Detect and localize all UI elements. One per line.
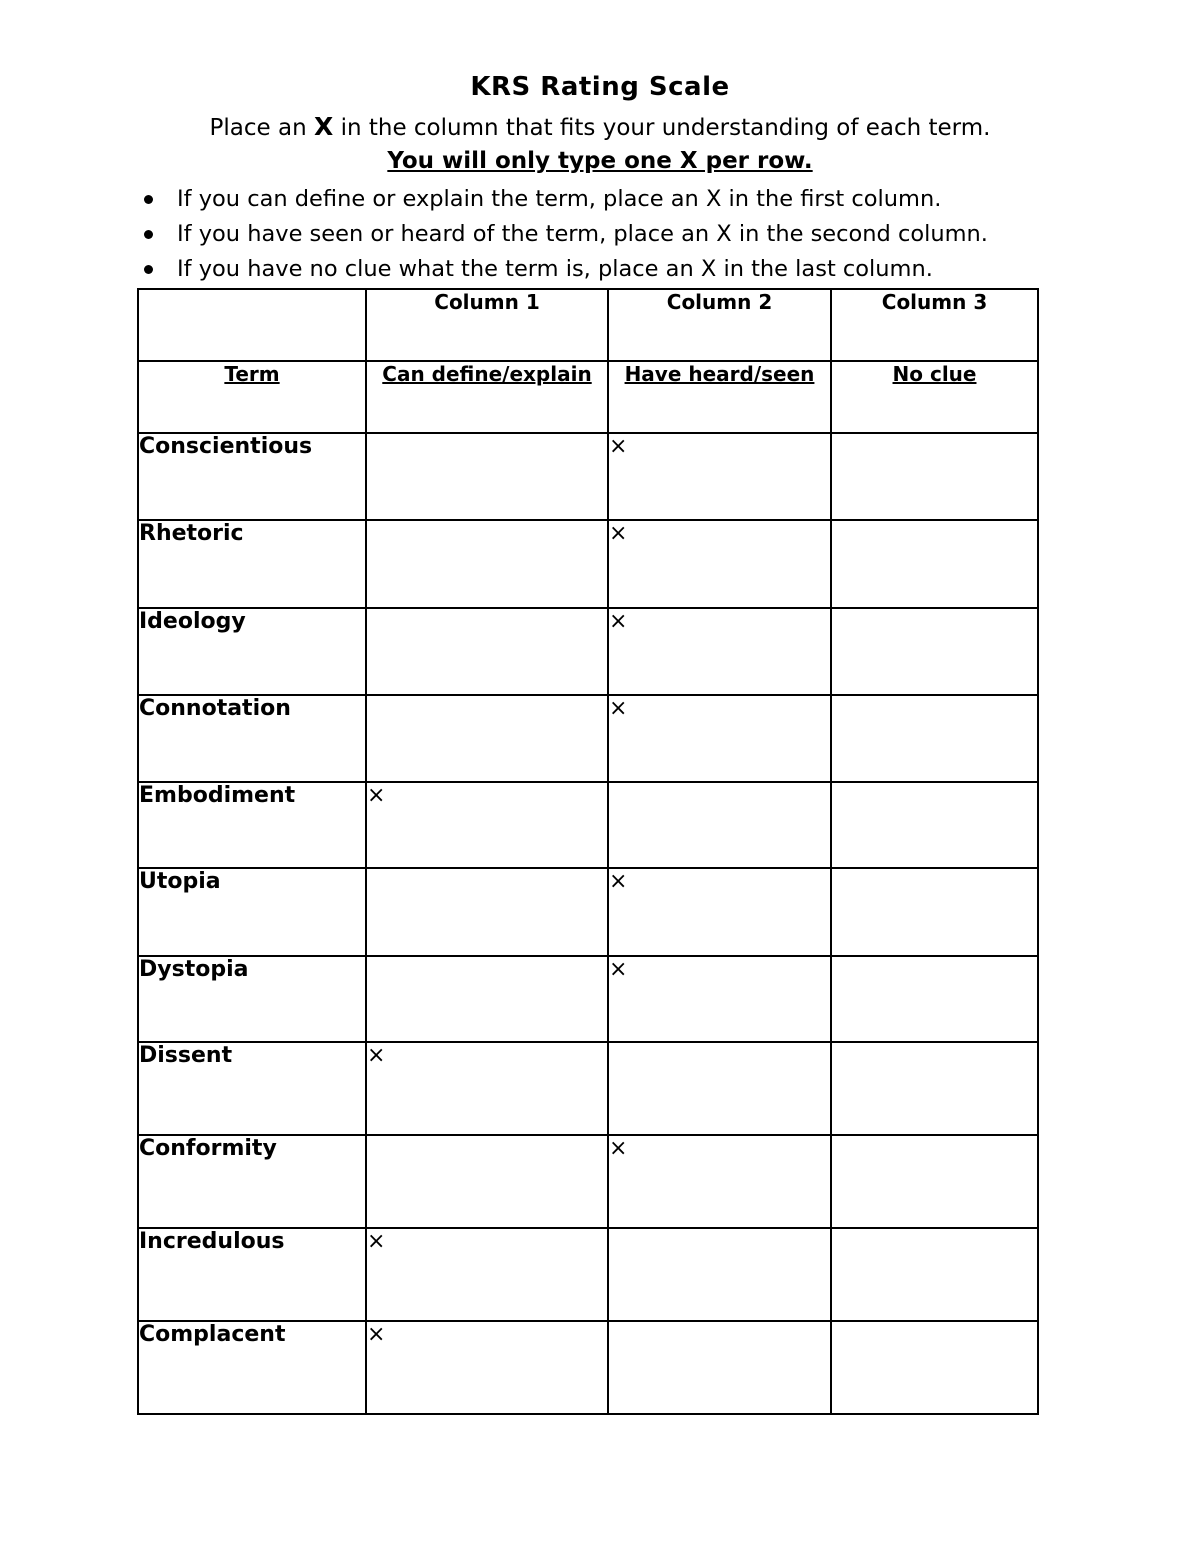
rating-cell-column-2[interactable]: ×: [608, 695, 831, 782]
rating-cell-column-3[interactable]: [831, 782, 1038, 868]
term-cell: Dystopia: [138, 956, 366, 1042]
rating-cell-column-1[interactable]: [366, 1135, 608, 1228]
rating-cell-column-2[interactable]: [608, 1228, 831, 1321]
rating-cell-column-3[interactable]: [831, 868, 1038, 956]
rating-cell-column-1[interactable]: [366, 695, 608, 782]
term-cell: Incredulous: [138, 1228, 366, 1321]
column-header-cell: Have heard/seen: [608, 361, 831, 433]
column-number-cell: [138, 289, 366, 361]
rating-cell-column-2[interactable]: ×: [608, 520, 831, 608]
column-header-cell: Can define/explain: [366, 361, 608, 433]
rating-cell-column-1[interactable]: ×: [366, 782, 608, 868]
term-cell: Embodiment: [138, 782, 366, 868]
bullet-text: If you have no clue what the term is, place an X in the last column.: [177, 256, 933, 282]
term-cell: Complacent: [138, 1321, 366, 1414]
instruction-prefix: Place an: [209, 115, 314, 141]
table-row: [138, 695, 1038, 782]
table-row: [138, 868, 1038, 956]
term-cell: Dissent: [138, 1042, 366, 1135]
table-row: [138, 520, 1038, 608]
rating-cell-column-2[interactable]: ×: [608, 956, 831, 1042]
rating-cell-column-2[interactable]: [608, 1042, 831, 1135]
bullet-icon: [144, 230, 153, 239]
bullet-icon: [144, 265, 153, 274]
bullet-icon: [144, 195, 153, 204]
column-number-cell: Column 1: [366, 289, 608, 361]
column-number-cell: Column 2: [608, 289, 831, 361]
column-number-row: [138, 289, 1038, 361]
rating-cell-column-2[interactable]: ×: [608, 1135, 831, 1228]
bullet-item: [140, 218, 1100, 253]
table-row: [138, 956, 1038, 1042]
rating-cell-column-3[interactable]: [831, 956, 1038, 1042]
table-row: [138, 1135, 1038, 1228]
column-header-cell: Term: [138, 361, 366, 433]
page-title: KRS Rating Scale: [470, 72, 730, 102]
rating-cell-column-2[interactable]: [608, 782, 831, 868]
rating-cell-column-3[interactable]: [831, 1321, 1038, 1414]
rating-cell-column-1[interactable]: ×: [366, 1042, 608, 1135]
table-row: [138, 608, 1038, 695]
rating-cell-column-3[interactable]: [831, 608, 1038, 695]
rating-cell-column-1[interactable]: [366, 868, 608, 956]
rating-cell-column-2[interactable]: [608, 1321, 831, 1414]
rating-cell-column-1[interactable]: [366, 956, 608, 1042]
term-cell: Conscientious: [138, 433, 366, 520]
rating-cell-column-1[interactable]: [366, 433, 608, 520]
bullet-item: [140, 253, 1100, 288]
bullet-text: If you have seen or heard of the term, place an X in the second column.: [177, 221, 988, 247]
term-cell: Utopia: [138, 868, 366, 956]
one-x-rule: You will only type one X per row.: [387, 148, 813, 174]
rating-cell-column-3[interactable]: [831, 1042, 1038, 1135]
rating-cell-column-1[interactable]: [366, 608, 608, 695]
bullet-text: If you can define or explain the term, place an X in the first column.: [177, 186, 942, 212]
rating-cell-column-2[interactable]: ×: [608, 868, 831, 956]
rating-table: [137, 288, 1039, 1415]
rating-cell-column-3[interactable]: [831, 433, 1038, 520]
rating-cell-column-2[interactable]: ×: [608, 433, 831, 520]
rating-cell-column-3[interactable]: [831, 520, 1038, 608]
bullet-list: [140, 183, 1100, 288]
rating-cell-column-1[interactable]: ×: [366, 1228, 608, 1321]
rating-cell-column-2[interactable]: ×: [608, 608, 831, 695]
bullet-item: [140, 183, 1100, 218]
instruction-mark: X: [313, 112, 334, 141]
column-number-cell: Column 3: [831, 289, 1038, 361]
term-cell: Connotation: [138, 695, 366, 782]
term-cell: Conformity: [138, 1135, 366, 1228]
term-cell: Rhetoric: [138, 520, 366, 608]
table-row: [138, 1228, 1038, 1321]
instructions: [0, 112, 1200, 141]
table-row: [138, 1042, 1038, 1135]
rating-cell-column-1[interactable]: [366, 520, 608, 608]
table-row: [138, 433, 1038, 520]
instruction-suffix: in the column that fits your understanding of each term.: [333, 115, 991, 141]
table-row: [138, 1321, 1038, 1414]
column-header-cell: No clue: [831, 361, 1038, 433]
term-cell: Ideology: [138, 608, 366, 695]
rating-cell-column-3[interactable]: [831, 1228, 1038, 1321]
table-row: [138, 782, 1038, 868]
rating-cell-column-3[interactable]: [831, 695, 1038, 782]
rating-cell-column-3[interactable]: [831, 1135, 1038, 1228]
rating-cell-column-1[interactable]: ×: [366, 1321, 608, 1414]
column-header-row: [138, 361, 1038, 433]
